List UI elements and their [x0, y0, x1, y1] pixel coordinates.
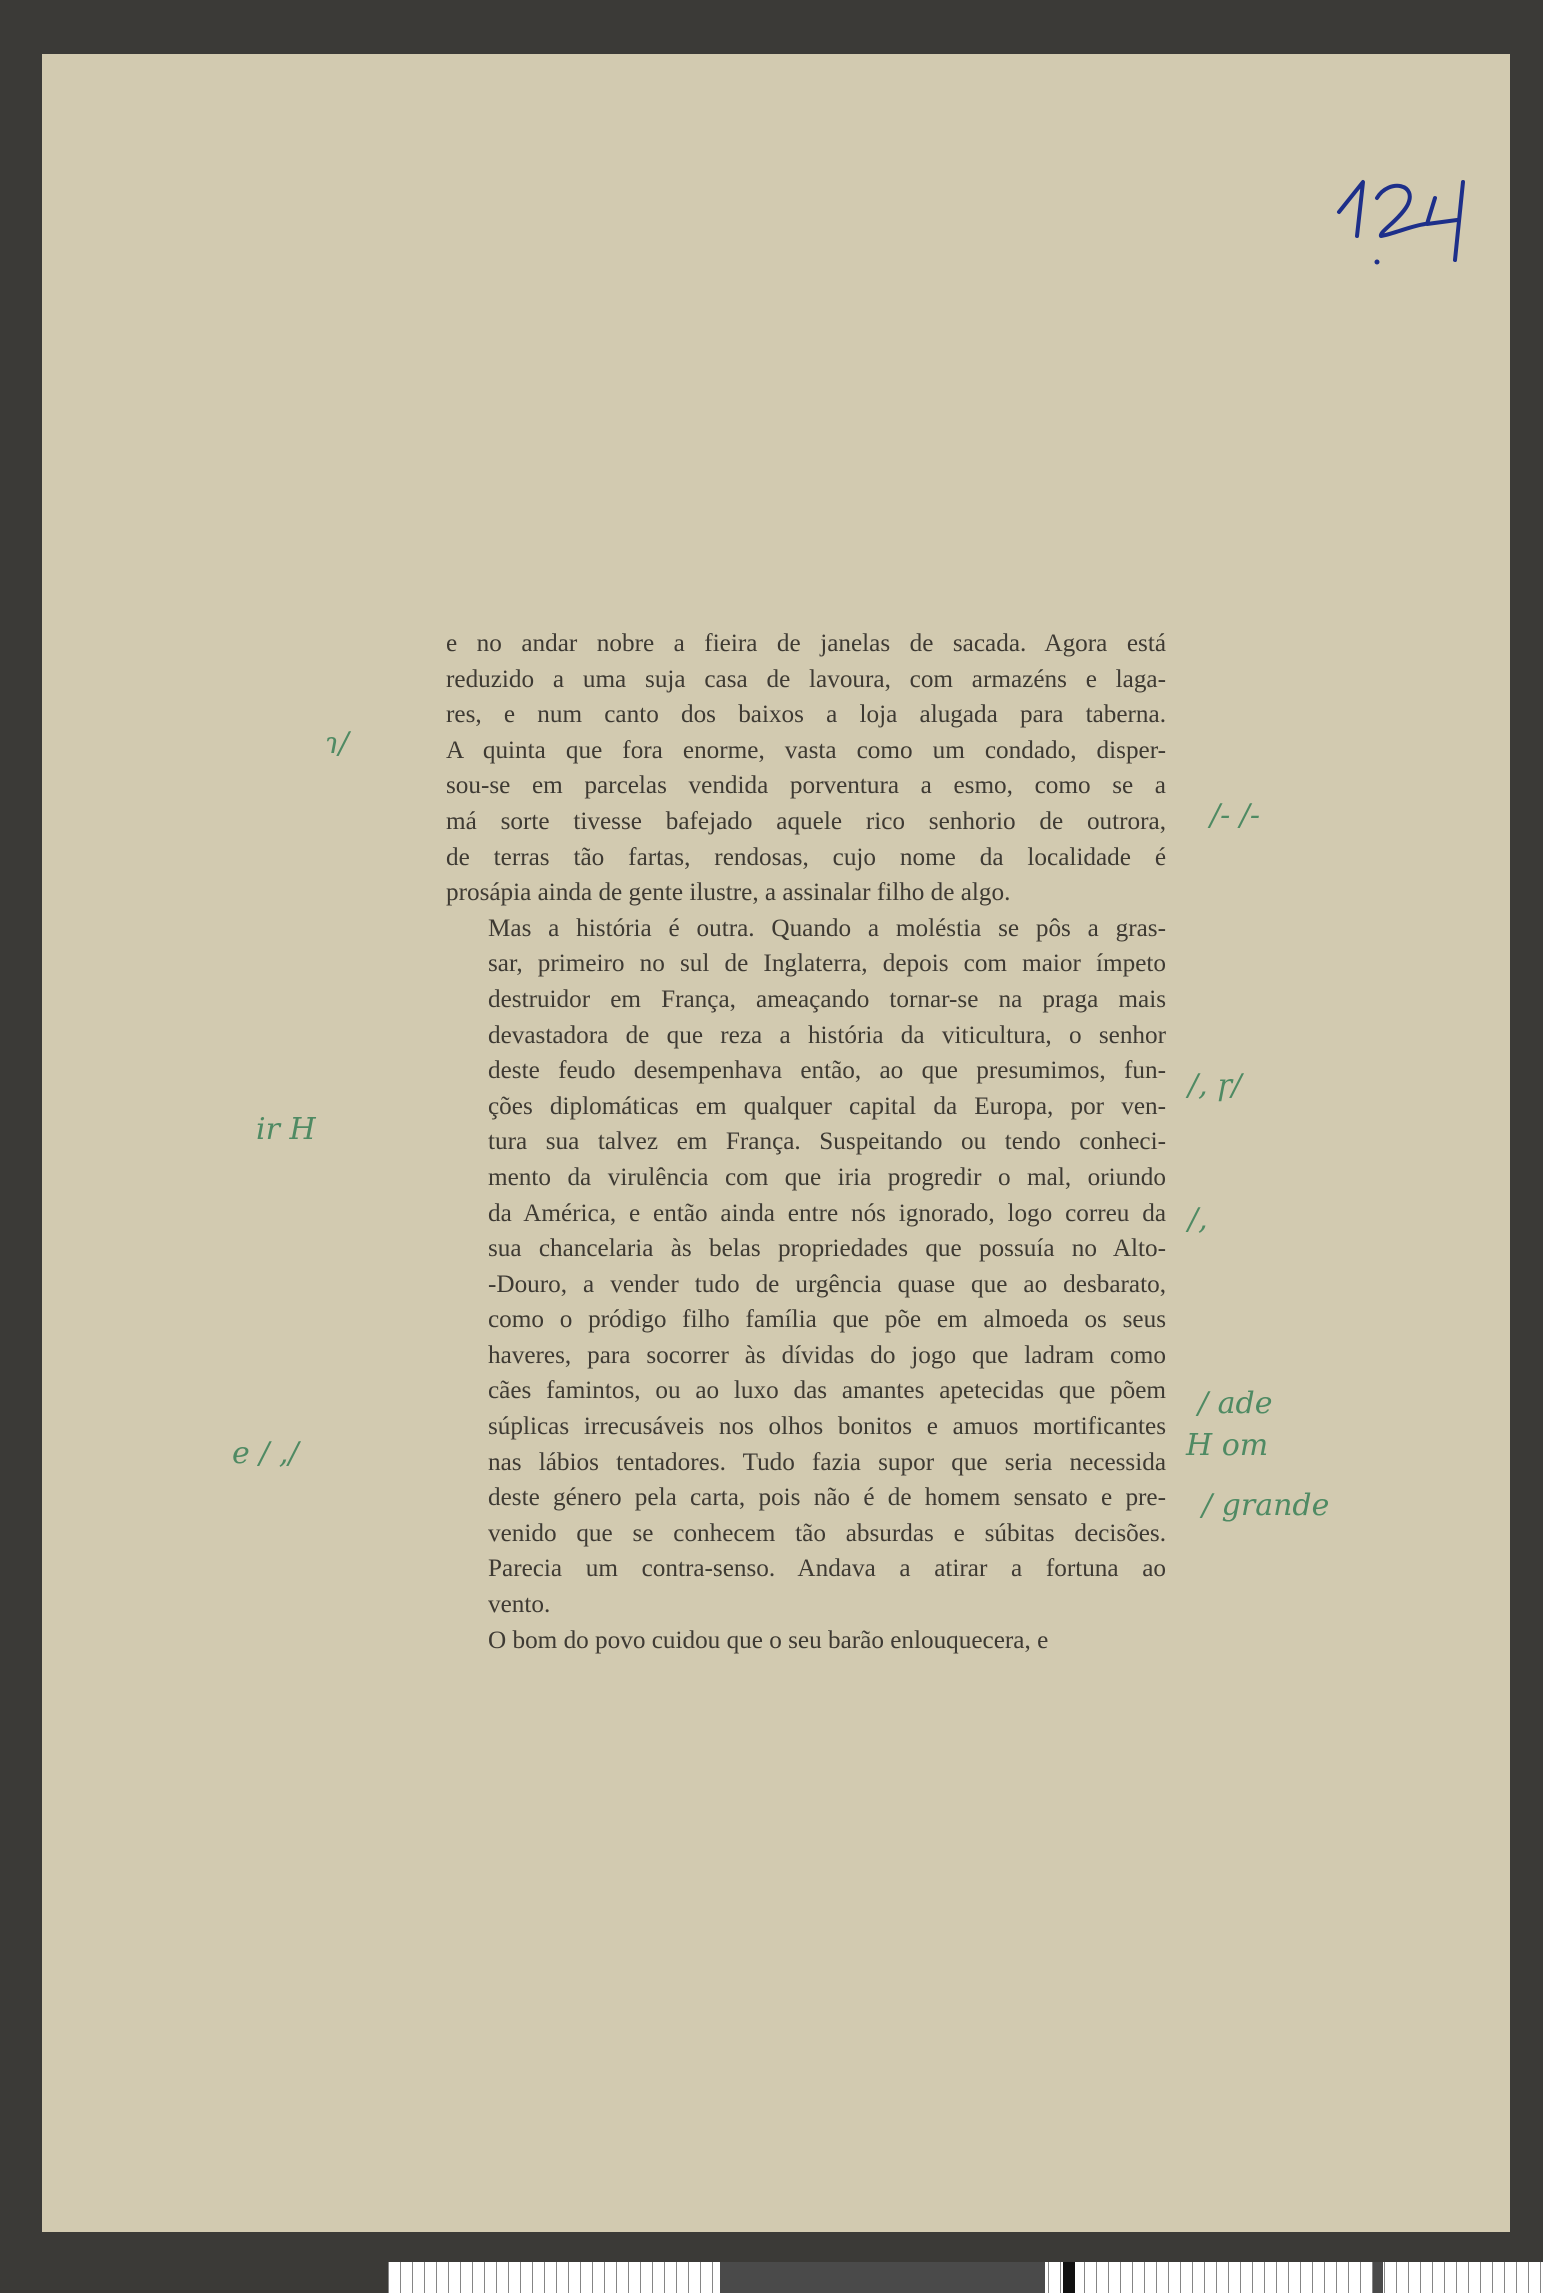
text-line: venido que se conhecem tão absurdas e súbitas decisões. [488, 1519, 1166, 1547]
margin-mark-right: /- /- [1210, 798, 1261, 833]
text-line: e no andar nobre a fieira de janelas de sacada. Agora está [446, 630, 1166, 657]
text-line: da América, e então ainda entre nós ignorado, logo correu da [488, 1199, 1166, 1227]
text-line: O bom do povo cuidou que o seu barão enlouquecera, e [488, 1626, 1049, 1654]
body-text [446, 626, 1166, 1658]
paragraph [446, 911, 1166, 1623]
text-line: A quinta que fora enorme, vasta como um condado, disper- [446, 736, 1166, 764]
text-line: Mas a história é outra. Quando a moléstia se pôs a gras- [488, 914, 1166, 942]
text-line: devastadora de que reza a história da viticultura, o senhor [488, 1021, 1166, 1049]
text-line: haveres, para socorrer às dívidas do jogo que ladram como [488, 1341, 1166, 1369]
document-page [42, 54, 1510, 2232]
text-line: deste feudo desempenhava então, ao que presumimos, fun- [488, 1057, 1166, 1085]
margin-mark-right: /, ɼ/ [1188, 1068, 1242, 1103]
margin-mark-left: e / ,/ [232, 1436, 299, 1471]
text-line: nas lábios tentadores. Tudo fazia supor que seria necessida [488, 1448, 1166, 1476]
text-line: deste género pela carta, pois não é de homem sensato e pre- [488, 1484, 1166, 1512]
text-line: súplicas irrecusáveis nos olhos bonitos e amuos mortificantes [488, 1413, 1166, 1441]
handwritten-page-number [1327, 164, 1487, 274]
margin-mark-right: H om [1186, 1428, 1269, 1463]
text-line: Parecia um contra-senso. Andava a atirar a fortuna ao [488, 1555, 1166, 1583]
text-line: mento da virulência com que iria progredir o mal, oriundo [488, 1163, 1166, 1191]
text-line: destruidor em França, ameaçando tornar-se na praga mais [488, 985, 1166, 1013]
text-line: como o pródigo filho família que põe em almoeda os seus [488, 1306, 1166, 1334]
text-line: -Douro, a vender tudo de urgência quase que ao desbarato, [488, 1270, 1166, 1298]
margin-mark-left: ir H [256, 1112, 316, 1147]
text-line: vento. [488, 1591, 551, 1619]
text-line: sar, primeiro no sul de Inglaterra, depois com maior ímpeto [488, 950, 1166, 978]
margin-mark-right: / ade [1198, 1386, 1273, 1421]
text-line: cães famintos, ou ao luxo das amantes apetecidas que põem [488, 1377, 1166, 1405]
text-line: má sorte tivesse bafejado aquele rico senhorio de outrora, [446, 807, 1166, 835]
paragraph [446, 626, 1166, 911]
margin-mark-right: /, [1188, 1202, 1208, 1237]
text-line: ções diplomáticas em qualquer capital da Europa, por ven- [488, 1092, 1166, 1120]
text-line: sou-se em parcelas vendida porventura a esmo, como se a [446, 772, 1166, 800]
margin-mark-right: / grande [1202, 1488, 1330, 1523]
color-scale-ruler [388, 2262, 1543, 2293]
text-line: prosápia ainda de gente ilustre, a assinalar filho de algo. [446, 879, 1011, 907]
text-line: sua chancelaria às belas propriedades que possuía no Alto- [488, 1235, 1166, 1263]
text-line: reduzido a uma suja casa de lavoura, com armazéns e laga- [446, 665, 1166, 693]
paragraph [446, 1623, 1166, 1659]
text-line: res, e num canto dos baixos a loja alugada para taberna. [446, 701, 1166, 729]
margin-mark-left: ɿ/ [325, 726, 349, 761]
text-line: de terras tão fartas, rendosas, cujo nome da localidade é [446, 843, 1166, 871]
text-line: tura sua talvez em França. Suspeitando ou tendo conheci- [488, 1128, 1166, 1156]
